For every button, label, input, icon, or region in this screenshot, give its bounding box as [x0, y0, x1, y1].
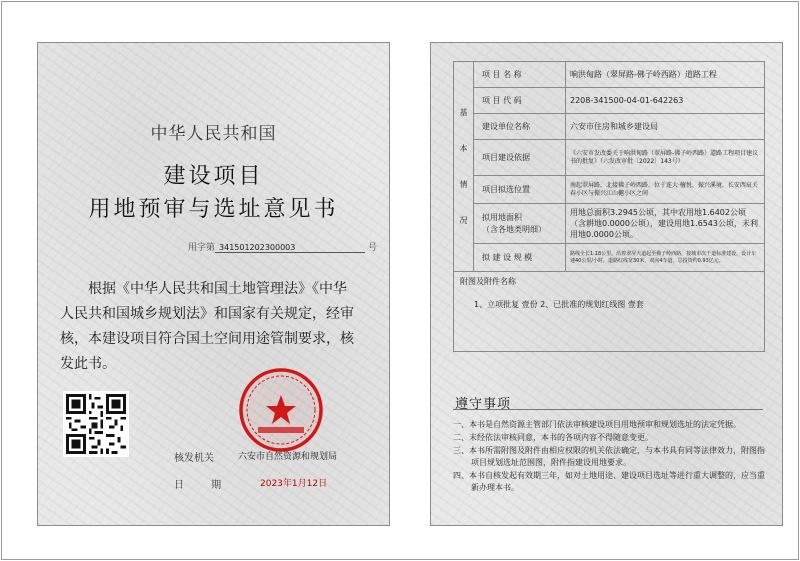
certificate-details-page	[430, 42, 783, 526]
row-label-land-area: 拟用地面积 （含各地类明细）	[474, 204, 566, 244]
document-title-line2: 用地预审与选址意见书	[88, 197, 339, 222]
table-row	[454, 140, 765, 176]
notice-item: 一、本书是自然资源主管部门依法审核建设项目用地预审和规划选址的法定凭据。	[453, 420, 741, 429]
issuer-label: 核发机关	[174, 453, 214, 464]
row-value-scale: 路线全长1.18公里，沿着翠屏大道起至佛子岭西路，按城市次干道标准建设，设计车速40公里/小时，道路红线宽30米，双向4车道，总投资约0.93亿元。	[566, 244, 765, 272]
row-value-project-name: 响洪甸路（翠屏路-佛子岭西路）道路工程	[566, 62, 765, 88]
row-label-project-code: 项 目 代 码	[474, 88, 566, 114]
row-value-project-code: 2208-341500-04-01-642263	[566, 88, 765, 114]
qr-code	[63, 391, 129, 457]
row-value-basis: 《六安市发改委关于响洪甸路（翠屏路-佛子岭西路）道路工程项目建议书的批复》（六发改审批〔2022〕143号）	[566, 140, 765, 176]
table-row	[454, 88, 765, 114]
table-row	[454, 176, 765, 204]
date-label: 日 期	[174, 480, 234, 491]
certificate-body-text: 根据《中华人民共和国土地管理法》《中华人民共和国城乡规划法》和国家有关规定，经审核，本建设项目符合国土空间用途管制要求，核发此书。	[60, 281, 354, 372]
notice-title: 遵守事项	[455, 397, 512, 412]
table-row	[454, 204, 765, 244]
row-value-land-area: 用地总面积3.2945公顷，其中农用地1.6402公顷（含耕地0.0000公顷），建设用地1.6543公顷，未利用地0.0000公顷。	[566, 204, 765, 244]
table-row	[454, 114, 765, 140]
notice-item: 二、未经依法审核同意，本书的各项内容不得随意变更。	[453, 433, 653, 442]
certificate-cover-page	[37, 42, 390, 526]
official-seal-stamp	[236, 365, 326, 455]
certificate-number: 341501202300003	[215, 243, 365, 253]
row-label-location: 项目拟选位置	[474, 176, 566, 204]
date-value: 2023年1月12日	[260, 479, 328, 489]
attachments-title: 附图及附件名称	[460, 277, 516, 286]
row-label-scale: 拟 建 设 规 模	[474, 244, 566, 272]
attachments-list: 1、立项批复 壹份 2、已批准的规划红线图 壹套	[474, 300, 644, 309]
document-title-line1: 建设项目	[163, 164, 264, 189]
attachments-cell	[454, 272, 765, 352]
basic-info-side-label: 基 本 情 况	[454, 62, 474, 272]
number-suffix: 号	[368, 243, 378, 253]
notice-list	[453, 419, 765, 495]
attachments-row	[454, 272, 765, 352]
certificate-number-line	[188, 240, 377, 253]
country-name: 中华人民共和国	[150, 124, 277, 144]
notice-item: 四、本书自核发起有效期三年，如对土地用途、建设项目选址等进行重大调整的，应当重新办理本书。	[453, 471, 765, 492]
notice-divider	[453, 409, 763, 410]
table-row	[454, 62, 765, 88]
row-value-construction-unit: 六安市住房和城乡建设局	[566, 114, 765, 140]
number-prefix: 用字第	[188, 243, 216, 253]
row-label-construction-unit: 建设单位名称	[474, 114, 566, 140]
row-label-basis: 项目建设依据	[474, 140, 566, 176]
basic-info-table	[453, 61, 765, 352]
row-value-location: 南起翠屏路，北接佛子岭西路，位于连大·檀悦、振兴溪境、长安西宸关春小区与振兴江山樾小区之间	[566, 176, 765, 204]
issuer-value: 六安市自然资源和规划局	[238, 452, 338, 462]
row-label-project-name: 项 目 名 称	[474, 62, 566, 88]
qr-code-icon	[66, 394, 126, 454]
notice-item: 三、本书所需附图及附件由相应权限的机关依法确定，与本书具有同等法律效力，附图指项目规划选址范围图，附件指建设用地要求。	[453, 446, 765, 467]
table-row	[454, 244, 765, 272]
